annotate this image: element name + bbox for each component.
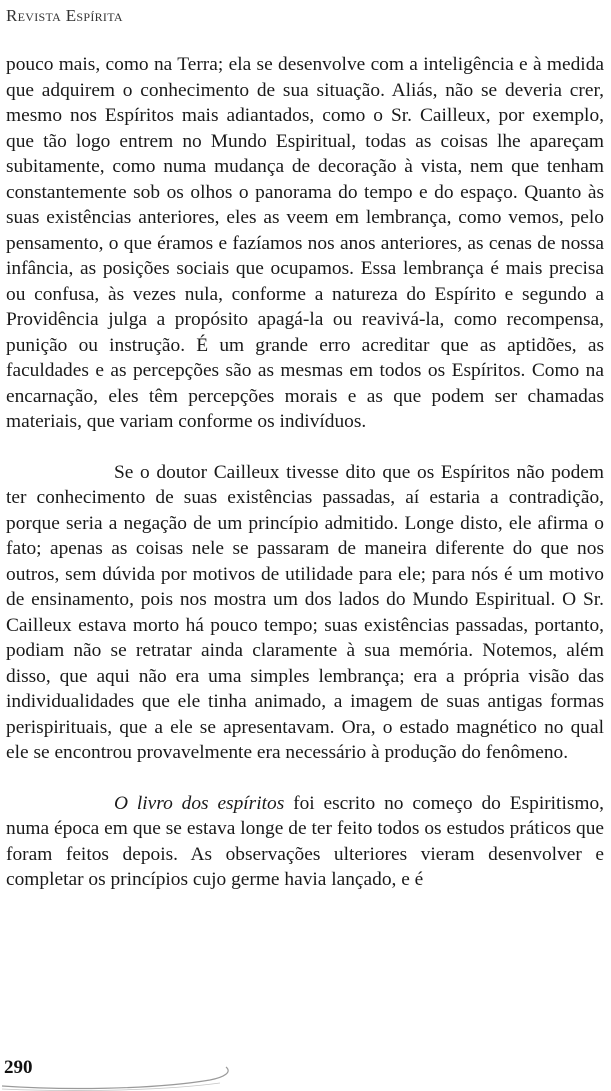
- paragraph-text: foi escrito no começo do Espiritismo, numa época em que se estava longe de ter feito todos os estudos práticos que foram feitos depois. As observações ulteriores vieram desenvolver e completar os princípios cujo germe havia lançado, e é: [6, 792, 605, 890]
- page-number-ornament: [0, 1050, 240, 1091]
- page-body: [6, 52, 604, 893]
- paragraph: Se o doutor Cailleux tivesse dito que os Espíritos não podem ter conhecimento de suas existências passadas, aí estaria a contradição, porque seria a negação de um princípio admitido. Longe disto, ele afirma o fato; apenas as coisas nele se passaram de maneira diferente do que nos outros, sem dúvida por motivos de utilidade para ele; para nós é um motivo de ensinamento, pois nos mostra um dos lados do Mundo Espiritual. O Sr. Cailleux estava morto há pouco tempo; suas existências passadas, portanto, podiam não se retratar ainda claramente à sua memória. Notemos, além disso, que aqui não era uma simples lembrança; era a própria visão das individualidades que ele tinha animado, a imagem de suas antigas formas perispirituais, que a ele se apresentavam. Ora, o estado magnético no qual ele se encontrou provavelmente era necessário à produção do fenômeno.: [6, 461, 604, 763]
- paragraph: pouco mais, como na Terra; ela se desenvolve com a inteligência e à medida que adquirem o conhecimento de sua situação. Aliás, não se deveria crer, mesmo nos Espíritos mais adiantados, como o Sr. Cailleux, por exemplo, que tão logo entrem no Mundo Espiritual, todas as coisas lhe apareçam subitamente, como numa mudança de decoração à vista, nem que tenham constantemente sob os olhos o panorama do tempo e do espaço. Quanto às suas existências anteriores, eles as veem em lembrança, como vemos, pelo pensamento, o que éramos e fazíamos nos anos anteriores, as cenas de nossa infância, as posições sociais que ocupamos. Essa lembrança é mais precisa ou confusa, às vezes nula, conforme a natureza do Espírito e segundo a Providência julga a propósito apagá-la ou reavivá-la, como recompensa, punição ou instrução. É um grande erro acreditar que as aptidões, as faculdades e as percepções são as mesmas em todos os Espíritos. Como na encarnação, eles têm percepções morais e as que podem ser chamadas materiais, que variam conforme os indivíduos.: [6, 54, 604, 432]
- paragraph: [6, 791, 604, 893]
- page-number: 290: [4, 1057, 33, 1078]
- book-title: O livro dos espíritos: [114, 792, 285, 814]
- running-head: Revista Espírita: [6, 6, 123, 25]
